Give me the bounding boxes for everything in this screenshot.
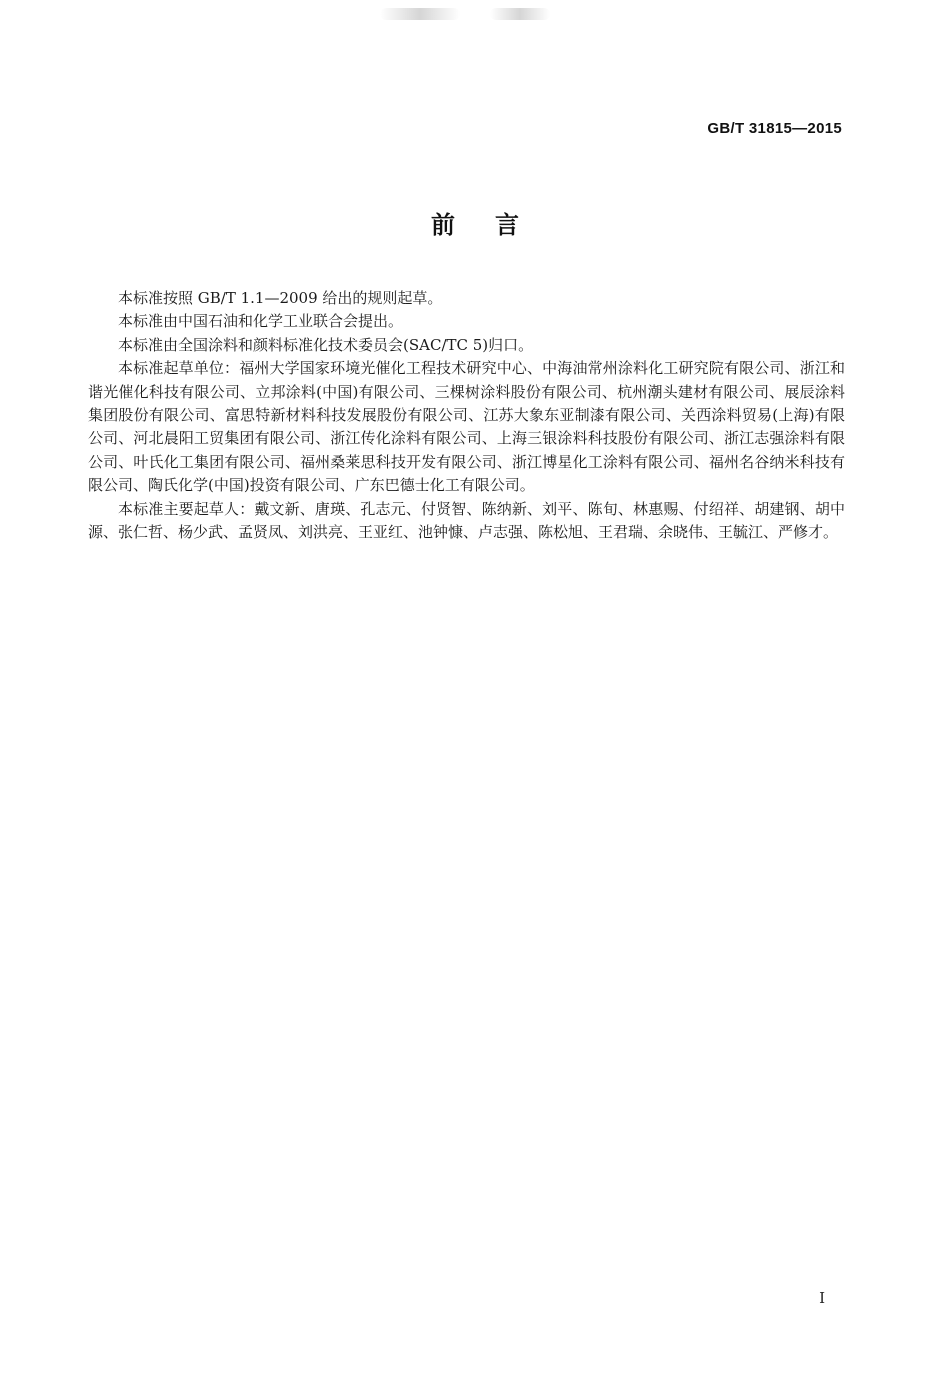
paragraph-drafting-units: 本标准起草单位：福州大学国家环境光催化工程技术研究中心、中海油常州涂料化工研究院有限公司、浙江和谐光催化科技有限公司、立邦涂料(中国)有限公司、三棵树涂料股份有限公司、杭州潮头建材有限公司、展辰涂料集团股份有限公司、富思特新材料科技发展股份有限公司、江苏大象东亚制漆有限公司、关西涂料贸易(上海)有限公司、河北晨阳工贸集团有限公司、浙江传化涂料有限公司、上海三银涂料科技股份有限公司、浙江志强涂料有限公司、叶氏化工集团有限公司、福州桑莱思科技开发有限公司、浙江博星化工涂料有限公司、福州名谷纳米科技有限公司、陶氏化学(中国)投资有限公司、广东巴德士化工有限公司。 <box>88 359 845 495</box>
scan-artifact <box>380 8 460 20</box>
page-number: I <box>819 1289 825 1307</box>
paragraph-administrator: 本标准由全国涂料和颜料标准化技术委员会(SAC/TC 5)归口。 <box>118 335 534 354</box>
standard-code: GB/T 31815—2015 <box>707 120 842 137</box>
page-title: 前言 <box>431 211 559 239</box>
paragraph-drafting-rules: 本标准按照 GB/T 1.1—2009 给出的规则起草。 <box>118 289 443 307</box>
paragraph-proposer: 本标准由中国石油和化学工业联合会提出。 <box>118 312 404 331</box>
paragraph-drafters: 本标准主要起草人：戴文新、唐瑛、孔志元、付贤智、陈纳新、刘平、陈旬、林惠赐、付绍祥、胡建钢、胡中源、张仁哲、杨少武、孟贤凤、刘洪亮、王亚红、池钟慷、卢志强、陈松旭、王君瑞、余晓伟、王毓江、严修才。 <box>88 499 845 542</box>
scan-artifact <box>490 8 550 20</box>
foreword-body <box>88 287 845 544</box>
